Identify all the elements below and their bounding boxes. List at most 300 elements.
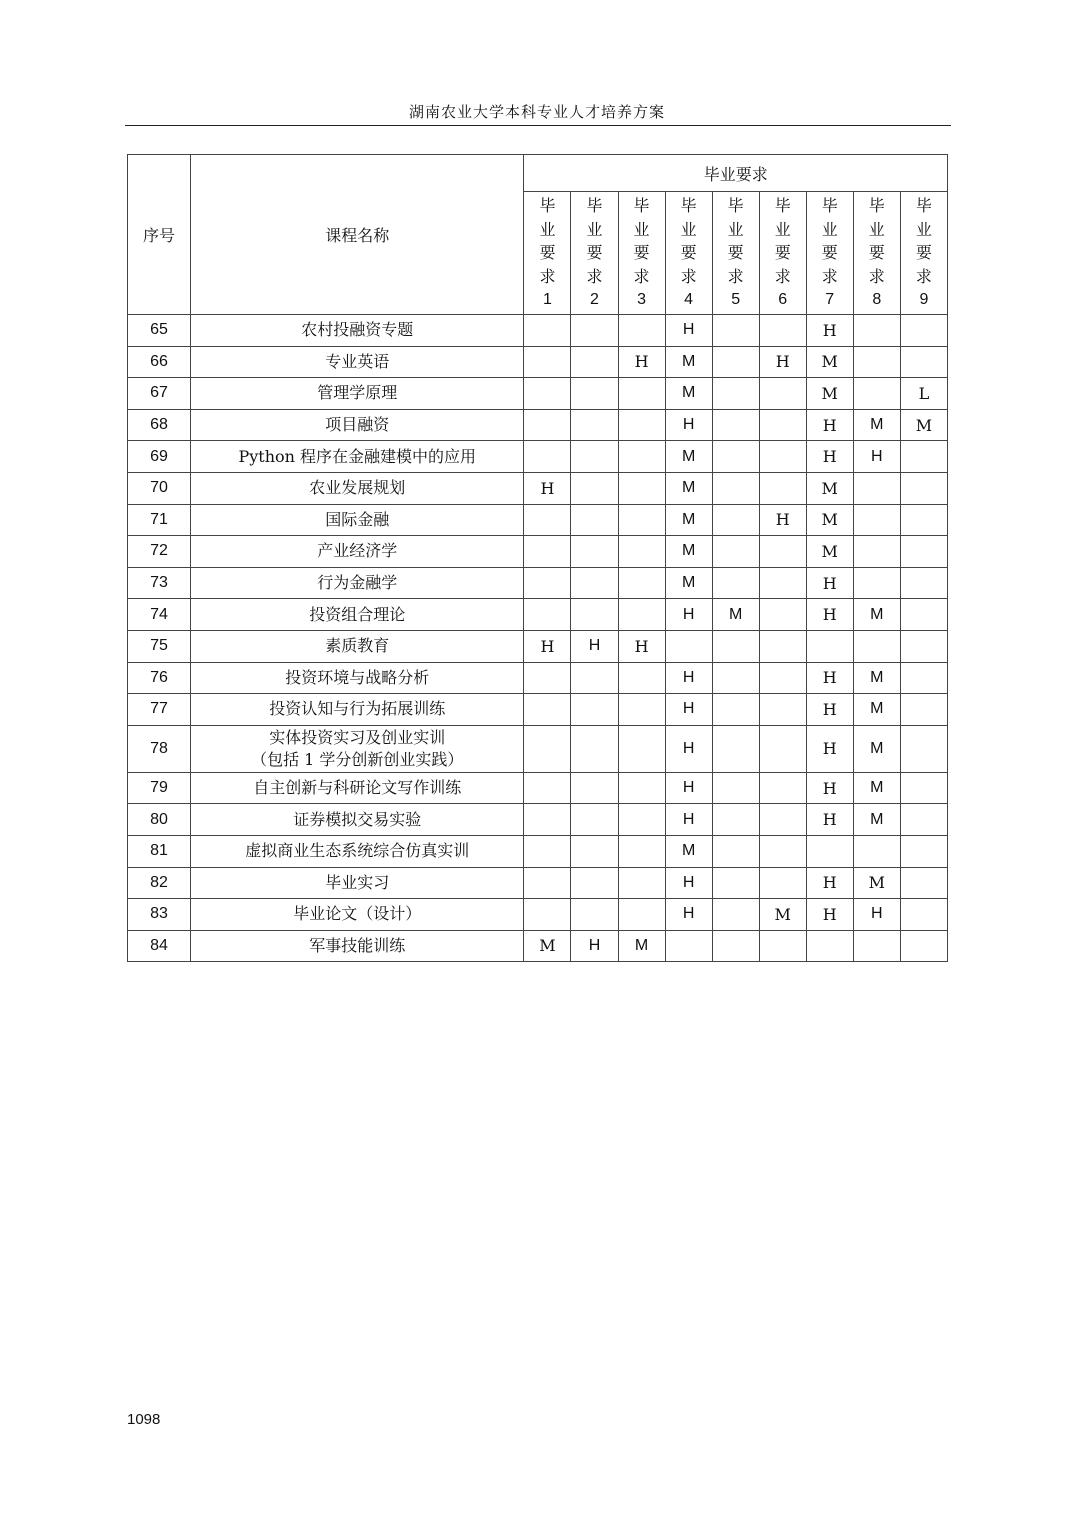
requirement-cell-6 [759, 409, 806, 441]
requirement-header-number: 4 [684, 291, 694, 309]
course-name-line: 素质教育 [325, 636, 390, 656]
requirement-cell-9 [900, 899, 947, 931]
requirement-cell-3 [618, 315, 665, 347]
requirement-cell-2 [571, 441, 618, 473]
course-name [191, 409, 524, 441]
requirement-header-number: 1 [543, 291, 552, 309]
table-row [128, 315, 948, 347]
requirement-cell-8: H [853, 441, 900, 473]
requirement-header-char: 毕 [774, 196, 791, 216]
requirement-cell-8 [853, 835, 900, 867]
requirement-header-char: 毕 [868, 196, 885, 216]
table-row [128, 472, 948, 504]
course-name-line: 实体投资实习及创业实训 [269, 727, 446, 747]
requirement-cell-8: M [853, 599, 900, 631]
course-name-line: 虚拟商业生态系统综合仿真实训 [245, 841, 470, 861]
row-number: 82 [128, 867, 191, 899]
requirement-cell-2 [571, 725, 618, 772]
requirement-cell-9 [900, 504, 947, 536]
course-name [191, 536, 524, 568]
requirement-cell-9: L [900, 378, 947, 410]
requirement-cell-4: H [665, 725, 712, 772]
requirement-cell-6 [759, 599, 806, 631]
requirement-cell-9 [900, 315, 947, 347]
requirement-cell-5 [712, 504, 759, 536]
requirement-cell-8 [853, 630, 900, 662]
requirement-cell-8: M [853, 409, 900, 441]
requirement-cell-8: M [853, 694, 900, 726]
requirement-cell-6 [759, 536, 806, 568]
requirement-header-number: 7 [825, 291, 835, 309]
course-name [191, 867, 524, 899]
requirement-cell-6 [759, 804, 806, 836]
requirement-cell-9 [900, 930, 947, 962]
requirement-header-char: 求 [680, 266, 697, 286]
requirement-cell-9 [900, 536, 947, 568]
course-name [191, 599, 524, 631]
requirement-header-char: 业 [586, 219, 603, 239]
requirement-cell-2: H [571, 630, 618, 662]
table-row [128, 378, 948, 410]
requirement-header-char: 业 [915, 219, 932, 239]
course-name-line: 毕业实习 [325, 872, 390, 892]
requirement-cell-5 [712, 694, 759, 726]
requirement-cell-3 [618, 441, 665, 473]
requirement-header-char: 业 [868, 219, 885, 239]
requirement-cell-7 [806, 930, 853, 962]
table-row [128, 346, 948, 378]
row-number: 69 [128, 441, 191, 473]
requirement-cell-1 [524, 599, 571, 631]
page-header-title: 湖南农业大学本科专业人才培养方案 [408, 103, 665, 121]
row-number: 80 [128, 804, 191, 836]
requirement-header-char: 求 [774, 266, 791, 286]
course-name [191, 772, 524, 804]
requirement-cell-1 [524, 409, 571, 441]
requirement-header-char: 毕 [539, 196, 556, 216]
requirement-cell-7: H [806, 867, 853, 899]
requirement-cell-8: M [853, 804, 900, 836]
requirement-cell-9: M [900, 409, 947, 441]
requirement-cell-1 [524, 441, 571, 473]
requirement-cell-3 [618, 662, 665, 694]
table-row [128, 772, 948, 804]
header-cell-requirement-4 [665, 192, 712, 315]
requirement-cell-2 [571, 409, 618, 441]
course-name [191, 694, 524, 726]
requirement-cell-2 [571, 694, 618, 726]
requirement-cell-6 [759, 694, 806, 726]
course-name-line: 投资组合理论 [309, 604, 406, 624]
row-number: 78 [128, 725, 191, 772]
course-name [191, 504, 524, 536]
table-row [128, 504, 948, 536]
requirement-header-char: 毕 [727, 196, 744, 216]
requirement-cell-8: M [853, 662, 900, 694]
row-number: 75 [128, 630, 191, 662]
requirement-cell-7: M [806, 472, 853, 504]
requirement-cell-4: M [665, 472, 712, 504]
header-cell-requirement-9 [900, 192, 947, 315]
requirement-cell-6: H [759, 504, 806, 536]
course-name-line: 农业发展规划 [309, 478, 406, 498]
requirement-cell-2 [571, 346, 618, 378]
requirement-cell-7 [806, 835, 853, 867]
requirement-cell-5 [712, 930, 759, 962]
requirement-cell-1 [524, 378, 571, 410]
requirement-cell-2: H [571, 930, 618, 962]
table-row [128, 725, 948, 772]
requirement-cell-8 [853, 346, 900, 378]
requirement-cell-3 [618, 599, 665, 631]
requirement-cell-1 [524, 867, 571, 899]
requirement-cell-8 [853, 504, 900, 536]
course-name-line: 毕业论文（设计） [293, 904, 422, 924]
requirement-cell-9 [900, 441, 947, 473]
requirement-cell-8: M [853, 867, 900, 899]
requirement-cell-6 [759, 835, 806, 867]
requirement-header-char: 要 [821, 243, 838, 263]
requirement-cell-5 [712, 630, 759, 662]
table-row [128, 567, 948, 599]
course-name [191, 346, 524, 378]
requirement-cell-3 [618, 536, 665, 568]
course-name [191, 930, 524, 962]
requirement-cell-1 [524, 536, 571, 568]
requirement-cell-6 [759, 662, 806, 694]
requirement-cell-1 [524, 567, 571, 599]
requirement-header-char: 业 [633, 219, 650, 239]
requirement-cell-9 [900, 772, 947, 804]
requirement-cell-7: M [806, 536, 853, 568]
requirement-cell-5 [712, 867, 759, 899]
row-number: 73 [128, 567, 191, 599]
requirement-cell-6: H [759, 346, 806, 378]
requirement-cell-8: H [853, 899, 900, 931]
row-number: 81 [128, 835, 191, 867]
table-row [128, 630, 948, 662]
course-name-line: 国际金融 [325, 509, 390, 529]
requirement-cell-4: H [665, 899, 712, 931]
requirement-cell-8: M [853, 725, 900, 772]
requirement-header-char: 毕 [633, 196, 650, 216]
requirement-cell-1 [524, 804, 571, 836]
course-name-line: 管理学原理 [317, 383, 398, 403]
requirement-cell-9 [900, 835, 947, 867]
requirement-cell-2 [571, 599, 618, 631]
requirement-cell-2 [571, 567, 618, 599]
course-name-line: （包括 1 学分创新创业实践） [251, 749, 464, 769]
graduation-requirements-table [127, 154, 948, 962]
requirement-cell-9 [900, 725, 947, 772]
requirement-cell-7: H [806, 567, 853, 599]
requirement-cell-3 [618, 835, 665, 867]
requirement-cell-1: H [524, 630, 571, 662]
requirement-header-char: 业 [821, 219, 838, 239]
table-row [128, 694, 948, 726]
header-cell-seq: 序号 [128, 155, 191, 315]
requirement-cell-6 [759, 378, 806, 410]
requirement-cell-4: M [665, 378, 712, 410]
requirement-cell-3 [618, 472, 665, 504]
header-cell-requirement-8 [853, 192, 900, 315]
requirement-header-char: 要 [539, 243, 556, 263]
table-row [128, 867, 948, 899]
requirement-cell-6 [759, 867, 806, 899]
requirement-cell-1 [524, 504, 571, 536]
requirement-cell-2 [571, 867, 618, 899]
table-row [128, 899, 948, 931]
requirement-cell-3 [618, 378, 665, 410]
requirement-header-char: 要 [586, 243, 603, 263]
row-number: 74 [128, 599, 191, 631]
requirement-cell-3: H [618, 346, 665, 378]
requirement-cell-8 [853, 472, 900, 504]
requirement-header-char: 毕 [680, 196, 697, 216]
requirement-cell-5 [712, 346, 759, 378]
requirement-cell-1 [524, 772, 571, 804]
requirement-cell-6 [759, 567, 806, 599]
requirement-cell-4 [665, 930, 712, 962]
requirement-cell-9 [900, 804, 947, 836]
table-row [128, 930, 948, 962]
course-name [191, 725, 524, 772]
requirement-cell-4: H [665, 804, 712, 836]
requirement-cell-9 [900, 630, 947, 662]
table-row [128, 536, 948, 568]
requirement-cell-7: H [806, 409, 853, 441]
requirement-header-char: 业 [774, 219, 791, 239]
requirement-cell-7: H [806, 599, 853, 631]
course-name [191, 441, 524, 473]
table-row [128, 835, 948, 867]
requirement-cell-3: M [618, 930, 665, 962]
page-number: 1098 [127, 1411, 161, 1428]
requirement-cell-4: H [665, 599, 712, 631]
course-name-line: 投资环境与战略分析 [285, 667, 430, 687]
requirement-cell-1 [524, 899, 571, 931]
course-name-line: 军事技能训练 [309, 935, 406, 955]
requirement-cell-8 [853, 567, 900, 599]
requirement-cell-5 [712, 772, 759, 804]
requirement-cell-3 [618, 725, 665, 772]
requirement-cell-2 [571, 315, 618, 347]
requirement-cell-9 [900, 567, 947, 599]
requirement-cell-7: H [806, 725, 853, 772]
requirement-header-char: 要 [774, 243, 791, 263]
requirement-cell-1 [524, 725, 571, 772]
header-cell-requirement-1 [524, 192, 571, 315]
requirement-cell-3 [618, 409, 665, 441]
requirement-header-char: 要 [915, 243, 932, 263]
requirement-cell-8: M [853, 772, 900, 804]
row-number: 77 [128, 694, 191, 726]
row-number: 72 [128, 536, 191, 568]
requirement-header-char: 要 [727, 243, 744, 263]
requirement-cell-3: H [618, 630, 665, 662]
requirement-cell-7: H [806, 441, 853, 473]
requirement-cell-5 [712, 899, 759, 931]
requirement-cell-5 [712, 725, 759, 772]
course-name-line: 专业英语 [325, 351, 390, 371]
requirement-header-char: 业 [539, 219, 556, 239]
requirement-header-char: 业 [727, 219, 744, 239]
requirement-cell-3 [618, 867, 665, 899]
requirement-cell-5 [712, 472, 759, 504]
requirement-header-number: 5 [731, 291, 741, 309]
requirement-header-char: 求 [633, 266, 650, 286]
requirement-cell-9 [900, 694, 947, 726]
course-name [191, 630, 524, 662]
requirement-header-char: 求 [586, 266, 603, 286]
requirement-cell-7: H [806, 804, 853, 836]
row-number: 70 [128, 472, 191, 504]
header-divider [125, 125, 951, 126]
course-name [191, 315, 524, 347]
requirement-cell-7: M [806, 378, 853, 410]
requirement-cell-1 [524, 694, 571, 726]
requirement-cell-7: H [806, 772, 853, 804]
requirement-cell-9 [900, 662, 947, 694]
requirement-header-char: 要 [633, 243, 650, 263]
requirement-cell-6 [759, 315, 806, 347]
table-row [128, 441, 948, 473]
requirement-cell-2 [571, 472, 618, 504]
requirement-cell-5 [712, 662, 759, 694]
requirement-cell-6 [759, 630, 806, 662]
requirement-cell-2 [571, 536, 618, 568]
requirement-header-char: 求 [821, 266, 838, 286]
requirement-header-char: 求 [727, 266, 744, 286]
course-name-line: Python 程序在金融建模中的应用 [238, 446, 477, 466]
header-cell-requirements-group: 毕业要求 [524, 155, 948, 192]
requirement-cell-7 [806, 630, 853, 662]
course-name-line: 自主创新与科研论文写作训练 [253, 778, 462, 798]
course-name [191, 567, 524, 599]
requirement-cell-2 [571, 772, 618, 804]
header-cell-requirement-3 [618, 192, 665, 315]
course-name [191, 662, 524, 694]
requirement-header-char: 毕 [915, 196, 932, 216]
requirement-header-char: 求 [868, 266, 885, 286]
requirement-cell-4: M [665, 504, 712, 536]
course-name-line: 行为金融学 [317, 573, 398, 593]
row-number: 67 [128, 378, 191, 410]
requirement-cell-6 [759, 441, 806, 473]
requirement-cell-4: H [665, 662, 712, 694]
requirement-cell-8 [853, 378, 900, 410]
requirement-cell-7: H [806, 899, 853, 931]
requirement-cell-2 [571, 662, 618, 694]
table-row [128, 662, 948, 694]
requirement-header-char: 要 [680, 243, 697, 263]
requirement-cell-1: M [524, 930, 571, 962]
course-name-line: 产业经济学 [317, 541, 398, 561]
requirement-header-char: 业 [680, 219, 697, 239]
header-cell-requirement-6 [759, 192, 806, 315]
requirement-cell-6 [759, 772, 806, 804]
requirement-cell-8 [853, 930, 900, 962]
requirement-header-number: 9 [919, 291, 929, 309]
header-cell-course-name: 课程名称 [191, 155, 524, 315]
requirement-cell-4: M [665, 536, 712, 568]
row-number: 84 [128, 930, 191, 962]
requirement-cell-4: H [665, 867, 712, 899]
requirement-cell-7: H [806, 662, 853, 694]
requirement-cell-1: H [524, 472, 571, 504]
requirement-cell-4: H [665, 694, 712, 726]
requirement-header-char: 求 [539, 266, 556, 286]
requirement-header-number: 3 [637, 291, 646, 309]
requirement-cell-4: M [665, 346, 712, 378]
requirement-cell-9 [900, 867, 947, 899]
course-name [191, 804, 524, 836]
requirement-cell-3 [618, 899, 665, 931]
requirement-header-number: 8 [872, 291, 882, 309]
requirement-header-char: 毕 [821, 196, 838, 216]
course-name [191, 899, 524, 931]
requirement-cell-6: M [759, 899, 806, 931]
course-name-line: 项目融资 [325, 415, 390, 435]
requirement-cell-2 [571, 804, 618, 836]
requirement-cell-5 [712, 441, 759, 473]
requirement-cell-3 [618, 804, 665, 836]
requirement-header-char: 毕 [586, 196, 603, 216]
course-name-line: 农村投融资专题 [301, 320, 414, 340]
requirement-cell-7: H [806, 694, 853, 726]
requirement-cell-4 [665, 630, 712, 662]
header-cell-requirement-7 [806, 192, 853, 315]
requirement-cell-5 [712, 378, 759, 410]
requirement-cell-1 [524, 662, 571, 694]
requirement-cell-3 [618, 772, 665, 804]
requirement-cell-5 [712, 567, 759, 599]
header-cell-requirement-2 [571, 192, 618, 315]
row-number: 83 [128, 899, 191, 931]
requirement-cell-5 [712, 315, 759, 347]
requirement-cell-5 [712, 804, 759, 836]
requirement-cell-5 [712, 536, 759, 568]
requirement-cell-3 [618, 694, 665, 726]
row-number: 79 [128, 772, 191, 804]
requirement-cell-5: M [712, 599, 759, 631]
course-name [191, 378, 524, 410]
row-number: 66 [128, 346, 191, 378]
table-row [128, 409, 948, 441]
requirement-header-number: 6 [778, 291, 788, 309]
requirement-header-number: 2 [590, 291, 599, 309]
requirement-cell-4: H [665, 315, 712, 347]
row-number: 76 [128, 662, 191, 694]
requirement-cell-2 [571, 504, 618, 536]
requirement-cell-5 [712, 409, 759, 441]
requirement-cell-4: M [665, 835, 712, 867]
requirement-cell-1 [524, 346, 571, 378]
requirement-cell-7: M [806, 346, 853, 378]
requirement-cell-6 [759, 725, 806, 772]
requirement-cell-1 [524, 315, 571, 347]
requirement-cell-6 [759, 930, 806, 962]
requirement-cell-3 [618, 504, 665, 536]
requirement-cell-2 [571, 378, 618, 410]
requirement-cell-9 [900, 472, 947, 504]
course-name-line: 投资认知与行为拓展训练 [269, 699, 446, 719]
requirement-cell-4: H [665, 409, 712, 441]
requirement-cell-7: H [806, 315, 853, 347]
requirement-cell-4: M [665, 441, 712, 473]
requirement-cell-7: M [806, 504, 853, 536]
requirement-cell-3 [618, 567, 665, 599]
